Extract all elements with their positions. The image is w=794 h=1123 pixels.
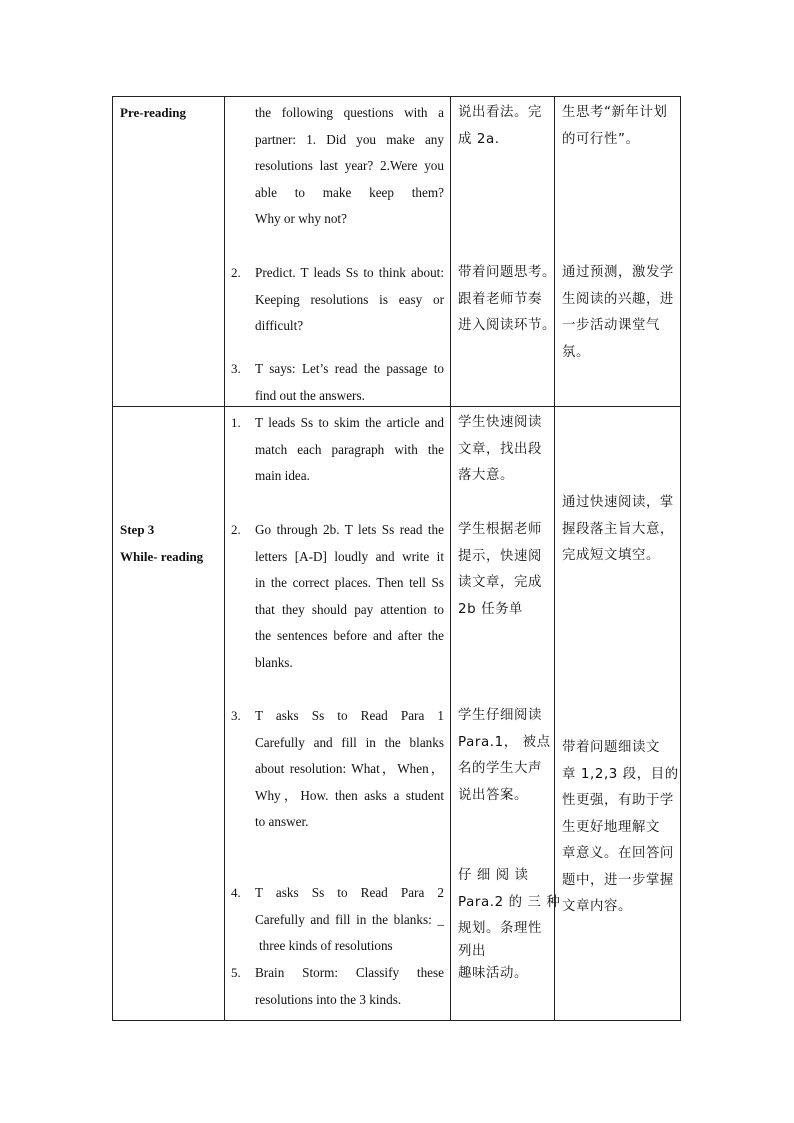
activity-line: Predict. T leads Ss to think about: xyxy=(255,265,444,280)
student-line: 规划。条理性 xyxy=(458,921,542,936)
activity-line: partner: 1. Did you make any xyxy=(255,131,444,147)
stage-line: Pre-reading xyxy=(120,105,186,120)
student-activity xyxy=(458,100,542,153)
activity-number: 5. xyxy=(231,965,241,980)
intent-line: 章 1,2,3 段，目的 xyxy=(562,766,679,782)
student-line: 落大意。 xyxy=(458,468,514,483)
student-line: 名的学生大声 xyxy=(458,761,542,776)
student-line: 说出看法。完 xyxy=(458,105,542,120)
activity-number: 2. xyxy=(231,265,241,280)
student-line: 进入阅读环节。 xyxy=(458,318,556,333)
activity-line: resolutions into the 3 kinds. xyxy=(255,991,402,1007)
design-intent xyxy=(562,735,679,921)
intent-line: 一步活动课堂气 xyxy=(562,318,660,333)
student-activity xyxy=(458,703,551,809)
student-line: 带着问题思考。 xyxy=(458,265,556,280)
activity-line: match each paragraph with the xyxy=(255,441,444,457)
stage-label xyxy=(120,517,203,570)
student-line: Para.1， 被点 xyxy=(458,734,551,750)
design-intent xyxy=(562,490,674,570)
student-line: 学生快速阅读 xyxy=(458,415,542,430)
activity-line: Carefully and fill in the blanks xyxy=(255,734,444,750)
activity-line: three kinds of resolutions xyxy=(259,938,393,953)
stage-line: While- reading xyxy=(120,548,204,564)
activity-line: Keeping resolutions is easy or xyxy=(255,291,444,307)
table-left-border xyxy=(112,96,113,1021)
activity-line: in the correct places. Then tell Ss xyxy=(255,575,444,590)
intent-line: 氛。 xyxy=(562,344,590,360)
student-line: 学生根据老师 xyxy=(458,522,542,537)
student-line: 仔 细 阅 读 xyxy=(458,868,529,883)
design-intent xyxy=(562,260,674,366)
table-top-border xyxy=(112,96,681,97)
intent-line: 章意义。在回答问 xyxy=(562,846,674,861)
activity-line: Brain Storm: Classify these xyxy=(255,965,444,980)
activity-item xyxy=(255,260,444,340)
stage-line: Step 3 xyxy=(120,522,155,537)
column-divider-2 xyxy=(450,96,451,1021)
activity-item xyxy=(255,517,444,676)
activity-line: the following questions with a xyxy=(255,105,444,120)
column-divider-1 xyxy=(224,96,225,1021)
intent-line: 生思考“新年计划 xyxy=(562,105,668,120)
student-line: 学生仔细阅读 xyxy=(458,708,542,723)
activity-line: T asks Ss to Read Para 1 xyxy=(255,708,444,723)
intent-line: 的可行性”。 xyxy=(562,131,640,147)
activity-line: difficult? xyxy=(255,318,304,333)
activity-line: Go through 2b. T lets Ss read the xyxy=(255,522,444,537)
student-activity xyxy=(458,410,542,490)
stage-label xyxy=(120,100,186,127)
activity-line: Carefully and fill in the blanks: _ xyxy=(255,911,444,927)
activity-line: Why，How. then asks a student xyxy=(255,787,444,803)
table-bottom-border xyxy=(112,1020,681,1021)
student-line: 读文章，完成 xyxy=(458,575,542,590)
activity-line: T asks Ss to Read Para 2 xyxy=(255,885,444,900)
student-activity xyxy=(458,260,556,340)
intent-line: 通过快速阅读，掌 xyxy=(562,495,674,510)
activity-number: 3. xyxy=(231,361,241,376)
activity-item xyxy=(255,356,444,409)
student-line: 趣味活动。 xyxy=(458,965,528,981)
table-right-border xyxy=(680,96,681,1021)
intent-line: 题中，进一步掌握 xyxy=(562,872,674,888)
activity-number: 2. xyxy=(231,522,241,537)
intent-line: 握段落主旨大意， xyxy=(562,521,674,537)
activity-line: about resolution: What，When， xyxy=(255,761,444,776)
activity-line: main idea. xyxy=(255,468,310,483)
student-line: 跟着老师节奏 xyxy=(458,291,542,307)
student-activity xyxy=(458,863,560,987)
activity-number: 4. xyxy=(231,885,241,900)
intent-line: 生更好地理解文 xyxy=(562,819,660,835)
activity-item xyxy=(255,703,444,836)
student-line: 列出 xyxy=(458,943,486,959)
activity-line: blanks. xyxy=(255,654,293,670)
intent-line: 性更强，有助于学 xyxy=(562,793,674,808)
intent-line: 生阅读的兴趣，进 xyxy=(562,291,674,307)
intent-line: 文章内容。 xyxy=(562,899,632,914)
activity-line: letters [A-D] loudly and write it xyxy=(255,548,444,564)
activity-line: able to make keep them? xyxy=(255,184,444,200)
student-line: 提示，快速阅 xyxy=(458,548,542,564)
activity-line: T says: Let’s read the passage to xyxy=(255,361,444,376)
student-activity xyxy=(458,517,542,623)
activity-number: 3. xyxy=(231,708,241,723)
activity-line: find out the answers. xyxy=(255,387,365,403)
intent-line: 带着问题细读文 xyxy=(562,740,660,755)
student-line: 成 2a. xyxy=(458,131,500,147)
student-line: Para.2 的 三 种 xyxy=(458,894,561,910)
activity-item xyxy=(255,100,444,233)
activity-line: to answer. xyxy=(255,814,309,829)
student-line: 说出答案。 xyxy=(458,787,528,803)
activity-number: 1. xyxy=(231,415,241,430)
design-intent xyxy=(562,100,667,153)
intent-line: 通过预测，激发学 xyxy=(562,265,674,280)
activity-item xyxy=(255,410,444,490)
student-line: 2b 任务单 xyxy=(458,601,524,617)
student-line: 文章，找出段 xyxy=(458,441,542,457)
activity-line: Why or why not? xyxy=(255,211,347,226)
activity-line: that they should pay attention to xyxy=(255,601,444,617)
activity-item xyxy=(255,960,444,1013)
activity-line: resolutions last year? 2.Were you xyxy=(255,158,444,173)
activity-line: T leads Ss to skim the article and xyxy=(255,415,444,430)
activity-item xyxy=(255,880,444,960)
intent-line: 完成短文填空。 xyxy=(562,548,660,563)
activity-line: the sentences before and after the xyxy=(255,628,444,643)
